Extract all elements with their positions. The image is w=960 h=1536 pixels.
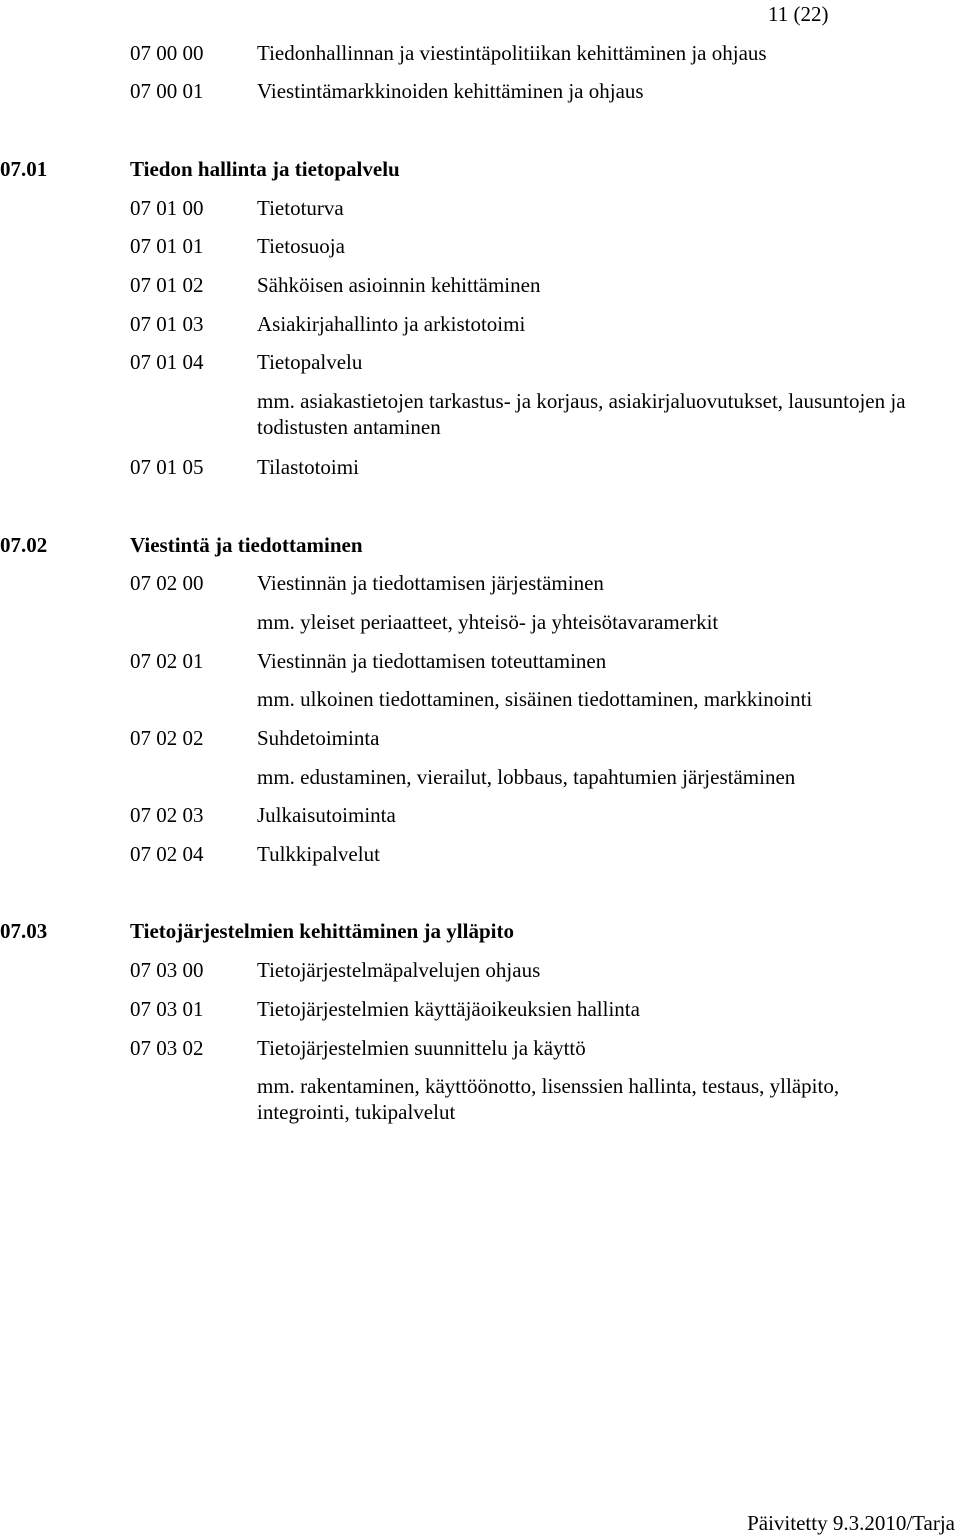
item-code: 07 01 01 [130,234,204,258]
item-code: 07 02 01 [130,649,204,673]
item-label: Tiedonhallinnan ja viestintäpolitiikan kehittäminen ja ohjaus [257,41,767,65]
item-note: mm. edustaminen, vierailut, lobbaus, tapahtumien järjestäminen [257,765,796,789]
item-label: Tietojärjestelmäpalvelujen ohjaus [257,958,541,982]
section-number: 07.02 [0,533,48,557]
page-number: 11 (22) [768,2,829,26]
item-label: Tietosuoja [257,234,345,258]
section-number: 07.03 [0,919,48,943]
item-code: 07 01 04 [130,350,204,374]
footer-updated: Päivitetty 9.3.2010/Tarja [747,1511,955,1535]
item-code: 07 01 02 [130,273,204,297]
item-code: 07 02 00 [130,571,204,595]
item-label: Tilastotoimi [257,455,359,479]
item-label: Viestinnän ja tiedottamisen toteuttaminen [257,649,607,673]
item-note: mm. yleiset periaatteet, yhteisö- ja yhteisötavaramerkit [257,610,719,634]
item-label: Tietoturva [257,196,344,220]
item-label: Viestintämarkkinoiden kehittäminen ja ohjaus [257,79,644,103]
item-label: Tietojärjestelmien suunnittelu ja käyttö [257,1036,586,1060]
item-code: 07 00 00 [130,41,204,65]
item-code: 07 01 00 [130,196,204,220]
item-label: Suhdetoiminta [257,726,380,750]
item-note: mm. rakentaminen, käyttöönotto, lisenssien hallinta, testaus, ylläpito, integrointi, tukipalvelut [257,1074,840,1124]
item-note: mm. asiakastietojen tarkastus- ja korjaus, asiakirjaluovutukset, lausuntojen ja todistusten antaminen [257,389,906,439]
item-label: Sähköisen asioinnin kehittäminen [257,273,541,297]
section-title: Viestintä ja tiedottaminen [130,533,363,557]
item-code: 07 00 01 [130,79,204,103]
item-label: Asiakirjahallinto ja arkistotoimi [257,312,526,336]
item-code: 07 03 01 [130,997,204,1021]
item-code: 07 01 03 [130,312,204,336]
item-code: 07 02 03 [130,803,204,827]
section-title: Tiedon hallinta ja tietopalvelu [130,157,400,181]
item-label: Viestinnän ja tiedottamisen järjestäminen [257,571,604,595]
item-code: 07 01 05 [130,455,204,479]
item-code: 07 03 02 [130,1036,204,1060]
item-code: 07 02 02 [130,726,204,750]
item-label: Tietojärjestelmien käyttäjäoikeuksien hallinta [257,997,640,1021]
item-note: mm. ulkoinen tiedottaminen, sisäinen tiedottaminen, markkinointi [257,687,813,711]
item-code: 07 02 04 [130,842,204,866]
item-code: 07 03 00 [130,958,204,982]
item-label: Tietopalvelu [257,350,363,374]
section-number: 07.01 [0,157,48,181]
item-label: Julkaisutoiminta [257,803,396,827]
item-label: Tulkkipalvelut [257,842,380,866]
section-title: Tietojärjestelmien kehittäminen ja ylläpito [130,919,514,943]
